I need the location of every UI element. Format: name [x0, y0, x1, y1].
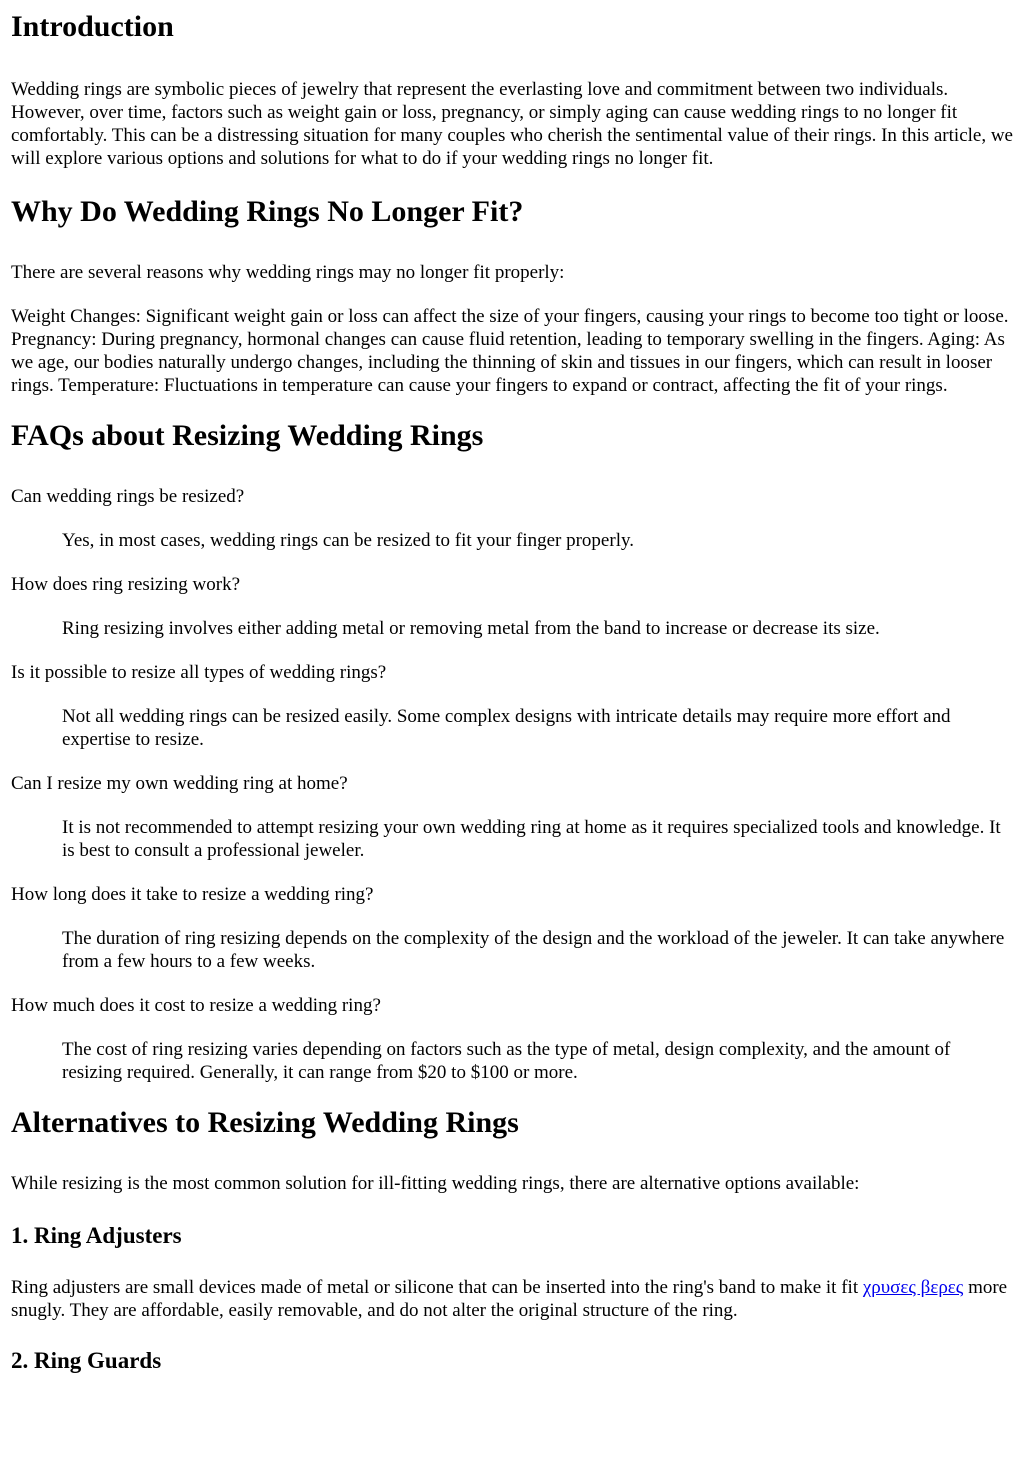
heading-faqs: FAQs about Resizing Wedding Rings	[11, 419, 484, 452]
faq-list	[11, 485, 1013, 1084]
faq-answer: It is not recommended to attempt resizing your own wedding ring at home as it requires specialized tools and knowledge. It is best to consult a professional jeweler.	[62, 817, 1001, 861]
faq-answer: Yes, in most cases, wedding rings can be resized to fit your finger properly.	[62, 530, 634, 551]
faq-answer: Not all wedding rings can be resized easily. Some complex designs with intricate details may require more effort and expertise to resize.	[62, 706, 951, 750]
faq-question: Can wedding rings be resized?	[11, 486, 245, 507]
faq-question: Is it possible to resize all types of wedding rings?	[11, 662, 387, 683]
faq-answer: The duration of ring resizing depends on the complexity of the design and the workload of the jeweler. It can take anywhere from a few hours to a few weeks.	[62, 928, 1005, 972]
faq-question: How does ring resizing work?	[11, 574, 241, 595]
heading-ring-adjusters: 1. Ring Adjusters	[11, 1223, 182, 1248]
faq-question: How much does it cost to resize a wedding ring?	[11, 995, 381, 1016]
greek-wedding-rings-link[interactable]: χρυσες βερες	[862, 1277, 964, 1298]
paragraph-introduction: Wedding rings are symbolic pieces of jewelry that represent the everlasting love and commitment between two individuals. However, over time, factors such as weight gain or loss, pregnancy, or simply aging can cause wedding rings to no longer fit comfortably. This can be a distressing situation for many couples who cherish the sentimental value of their rings. In this article, we will explore various options and solutions for what to do if your wedding rings no longer fit.	[11, 79, 1013, 169]
heading-introduction: Introduction	[11, 10, 174, 43]
adjusters-text-after: more snugly. They are affordable, easily removable, and do not alter the original structure of the ring.	[11, 1277, 1008, 1321]
paragraph-ring-adjusters	[11, 1276, 1013, 1322]
heading-why-rings-no-longer-fit: Why Do Wedding Rings No Longer Fit?	[11, 195, 524, 228]
faq-answer: Ring resizing involves either adding metal or removing metal from the band to increase or decrease its size.	[62, 618, 880, 639]
faq-answer: The cost of ring resizing varies depending on factors such as the type of metal, design complexity, and the amount of resizing required. Generally, it can range from $20 to $100 or more.	[62, 1039, 951, 1083]
faq-question: Can I resize my own wedding ring at home?	[11, 773, 348, 794]
heading-ring-guards: 2. Ring Guards	[11, 1348, 162, 1373]
paragraph-why-lead: There are several reasons why wedding rings may no longer fit properly:	[11, 262, 565, 283]
faq-question: How long does it take to resize a wedding ring?	[11, 884, 374, 905]
article	[0, 10, 1024, 1374]
adjusters-text-before: Ring adjusters are small devices made of metal or silicone that can be inserted into the ring's band to make it fit	[11, 1277, 863, 1298]
heading-alternatives: Alternatives to Resizing Wedding Rings	[11, 1106, 519, 1139]
paragraph-why-reasons: Weight Changes: Significant weight gain or loss can affect the size of your fingers, causing your rings to become too tight or loose. Pregnancy: During pregnancy, hormonal changes can cause fluid retention, leading to temporary swelling in the fingers. Aging: As we age, our bodies naturally undergo changes, including the thinning of skin and tissues in our fingers, which can result in looser rings. Temperature: Fluctuations in temperature can cause your fingers to expand or contract, affecting the fit of your rings.	[11, 306, 1009, 396]
paragraph-alternatives-lead: While resizing is the most common solution for ill-fitting wedding rings, there are alternative options available:	[11, 1173, 860, 1194]
